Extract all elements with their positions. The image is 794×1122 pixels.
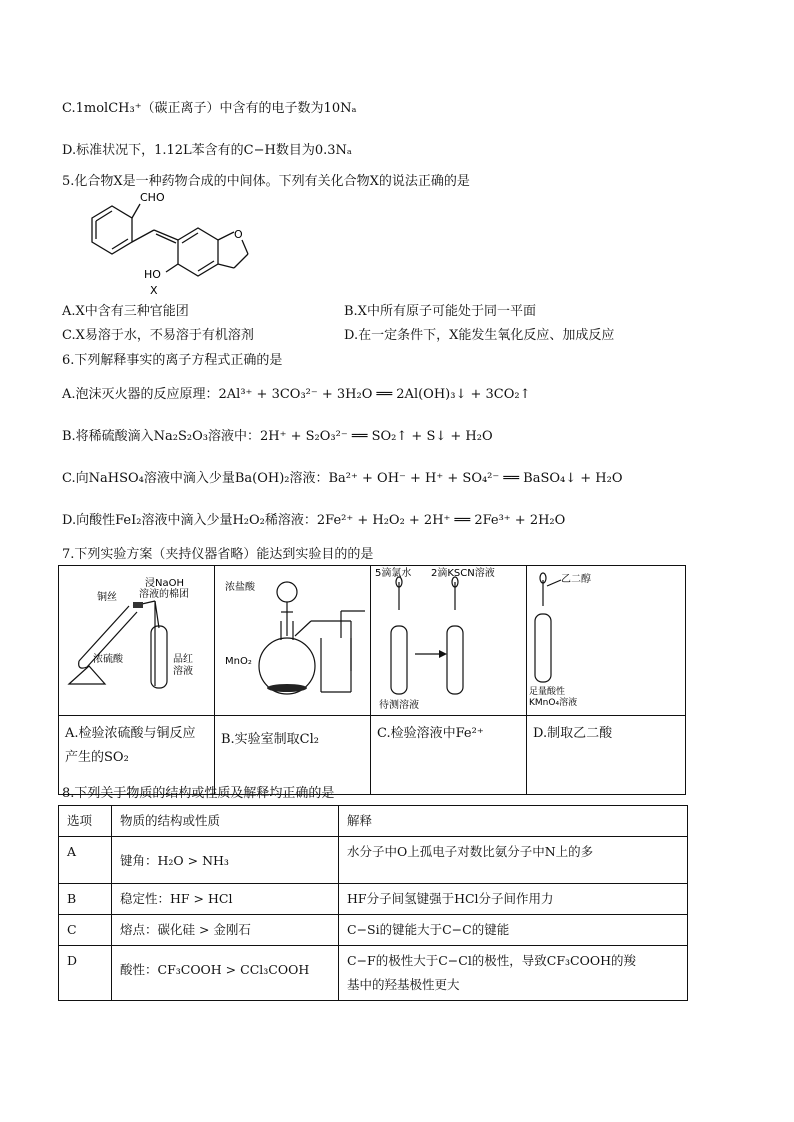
- label-conc-hcl: 浓盐酸: [225, 582, 255, 593]
- label-naoh-1: 浸NaOH: [145, 578, 184, 589]
- row-c-property: 熔点：碳化硅 > 金刚石: [112, 915, 339, 946]
- q6-option-a: A.泡沫灭火器的反应原理：2Al³⁺ + 3CO₃²⁻ + 3H₂O ══ 2Al(OH)₃↓ + 3CO₂↑: [62, 387, 531, 402]
- caption-a: [59, 716, 215, 795]
- mol-label-x: X: [150, 284, 158, 297]
- header-property: 物质的结构或性质: [112, 806, 339, 837]
- q8-table: [58, 805, 688, 1001]
- caption-d: D.制取乙二酸: [527, 716, 686, 795]
- q8-stem: 8.下列关于物质的结构或性质及解释均正确的是: [62, 786, 335, 801]
- row-b-option: B: [59, 884, 112, 915]
- q5-stem: 5.化合物X是一种药物合成的中间体。下列有关化合物X的说法正确的是: [62, 174, 470, 189]
- row-a-explanation: 水分子中O上孤电子对数比氨分子中N上的多: [339, 837, 688, 884]
- label-pinhong-1: 品红: [173, 654, 193, 665]
- label-kmno4-1: 足量酸性: [529, 687, 566, 697]
- q7-stem: 7.下列实验方案（夹持仪器省略）能达到实验目的的是: [62, 547, 374, 562]
- q5-option-a: A.X中含有三种官能团: [62, 304, 189, 319]
- table-row: [59, 915, 688, 946]
- q4-option-c: C.1molCH₃⁺（碳正离子）中含有的电子数为10Nₐ: [62, 101, 357, 116]
- q7-experiment-table: [58, 565, 686, 795]
- header-explanation: 解释: [339, 806, 688, 837]
- row-c-option: C: [59, 915, 112, 946]
- label-ethylene-glycol: 乙二醇: [561, 574, 591, 585]
- row-d-option: D: [59, 946, 112, 1001]
- table-row: [59, 884, 688, 915]
- q6-stem: 6.下列解释事实的离子方程式正确的是: [62, 353, 283, 368]
- q6-option-b: B.将稀硫酸滴入Na₂S₂O₃溶液中：2H⁺ + S₂O₃²⁻ ══ SO₂↑ + S↓ + H₂O: [62, 429, 493, 444]
- label-naoh-2: 溶液的棉团: [139, 589, 189, 600]
- table-row: [59, 946, 688, 1001]
- row-d-property: 酸性：CF₃COOH > CCl₃COOH: [112, 946, 339, 1001]
- row-b-property: 稳定性：HF > HCl: [112, 884, 339, 915]
- label-test-solution: 待测溶液: [379, 700, 419, 711]
- panel-a-apparatus: [59, 566, 214, 711]
- row-c-explanation: C−Si的键能大于C−C的键能: [339, 915, 688, 946]
- panel-c-apparatus: [371, 566, 526, 711]
- label-mno2: MnO₂: [225, 656, 252, 667]
- panel-d-apparatus: [527, 566, 677, 711]
- header-option: 选项: [59, 806, 112, 837]
- panel-b: [215, 566, 371, 716]
- mol-label-ho: HO: [144, 268, 161, 281]
- panel-b-apparatus: [215, 566, 370, 711]
- row-d-explanation-line1: C−F的极性大于C−Cl的极性，导致CF₃COOH的羧: [347, 953, 637, 968]
- label-copper-wire: 铜丝: [97, 592, 117, 603]
- caption-a-line1: A.检验浓硫酸与铜反应: [65, 726, 196, 741]
- q6-option-c: C.向NaHSO₄溶液中滴入少量Ba(OH)₂溶液：Ba²⁺ + OH⁻ + H⁺ + SO₄²⁻ ══ BaSO₄↓ + H₂O: [62, 471, 623, 486]
- q6-option-d: D.向酸性FeI₂溶液中滴入少量H₂O₂稀溶液：2Fe²⁺ + H₂O₂ + 2H⁺ ══ 2Fe³⁺ + 2H₂O: [62, 513, 566, 528]
- panel-a: [59, 566, 215, 716]
- label-pinhong-2: 溶液: [173, 666, 193, 677]
- compound-x-structure: [62, 188, 262, 298]
- q5-option-c: C.X易溶于水，不易溶于有机溶剂: [62, 328, 254, 343]
- q4-option-d: D.标准状况下，1.12L苯含有的C−H数目为0.3Nₐ: [62, 143, 352, 158]
- caption-c: C.检验溶液中Fe²⁺: [371, 716, 527, 795]
- label-kmno4-2: KMnO₄溶液: [529, 698, 578, 708]
- table-header-row: [59, 806, 688, 837]
- row-a-option: A: [59, 837, 112, 884]
- mol-label-cho: CHO: [140, 191, 165, 204]
- table-row: [59, 837, 688, 884]
- panel-d: [527, 566, 686, 716]
- q5-option-b: B.X中所有原子可能处于同一平面: [344, 304, 536, 319]
- label-conc-h2so4: 浓硫酸: [93, 654, 123, 665]
- row-d-explanation: [339, 946, 688, 1001]
- q5-option-d: D.在一定条件下，X能发生氧化反应、加成反应: [344, 328, 615, 343]
- panel-c: [371, 566, 527, 716]
- row-b-explanation: HF分子间氢键强于HCl分子间作用力: [339, 884, 688, 915]
- row-a-property: 键角：H₂O > NH₃: [112, 837, 339, 884]
- row-d-explanation-line2: 基中的羟基极性更大: [347, 977, 460, 992]
- label-kscn: 2滴KSCN溶液: [431, 568, 495, 579]
- caption-a-line2: 产生的SO₂: [65, 750, 129, 765]
- caption-b: B.实验室制取Cl₂: [215, 716, 371, 795]
- mol-label-o: O: [234, 228, 243, 241]
- label-chlorine-water: 5滴氯水: [375, 568, 412, 579]
